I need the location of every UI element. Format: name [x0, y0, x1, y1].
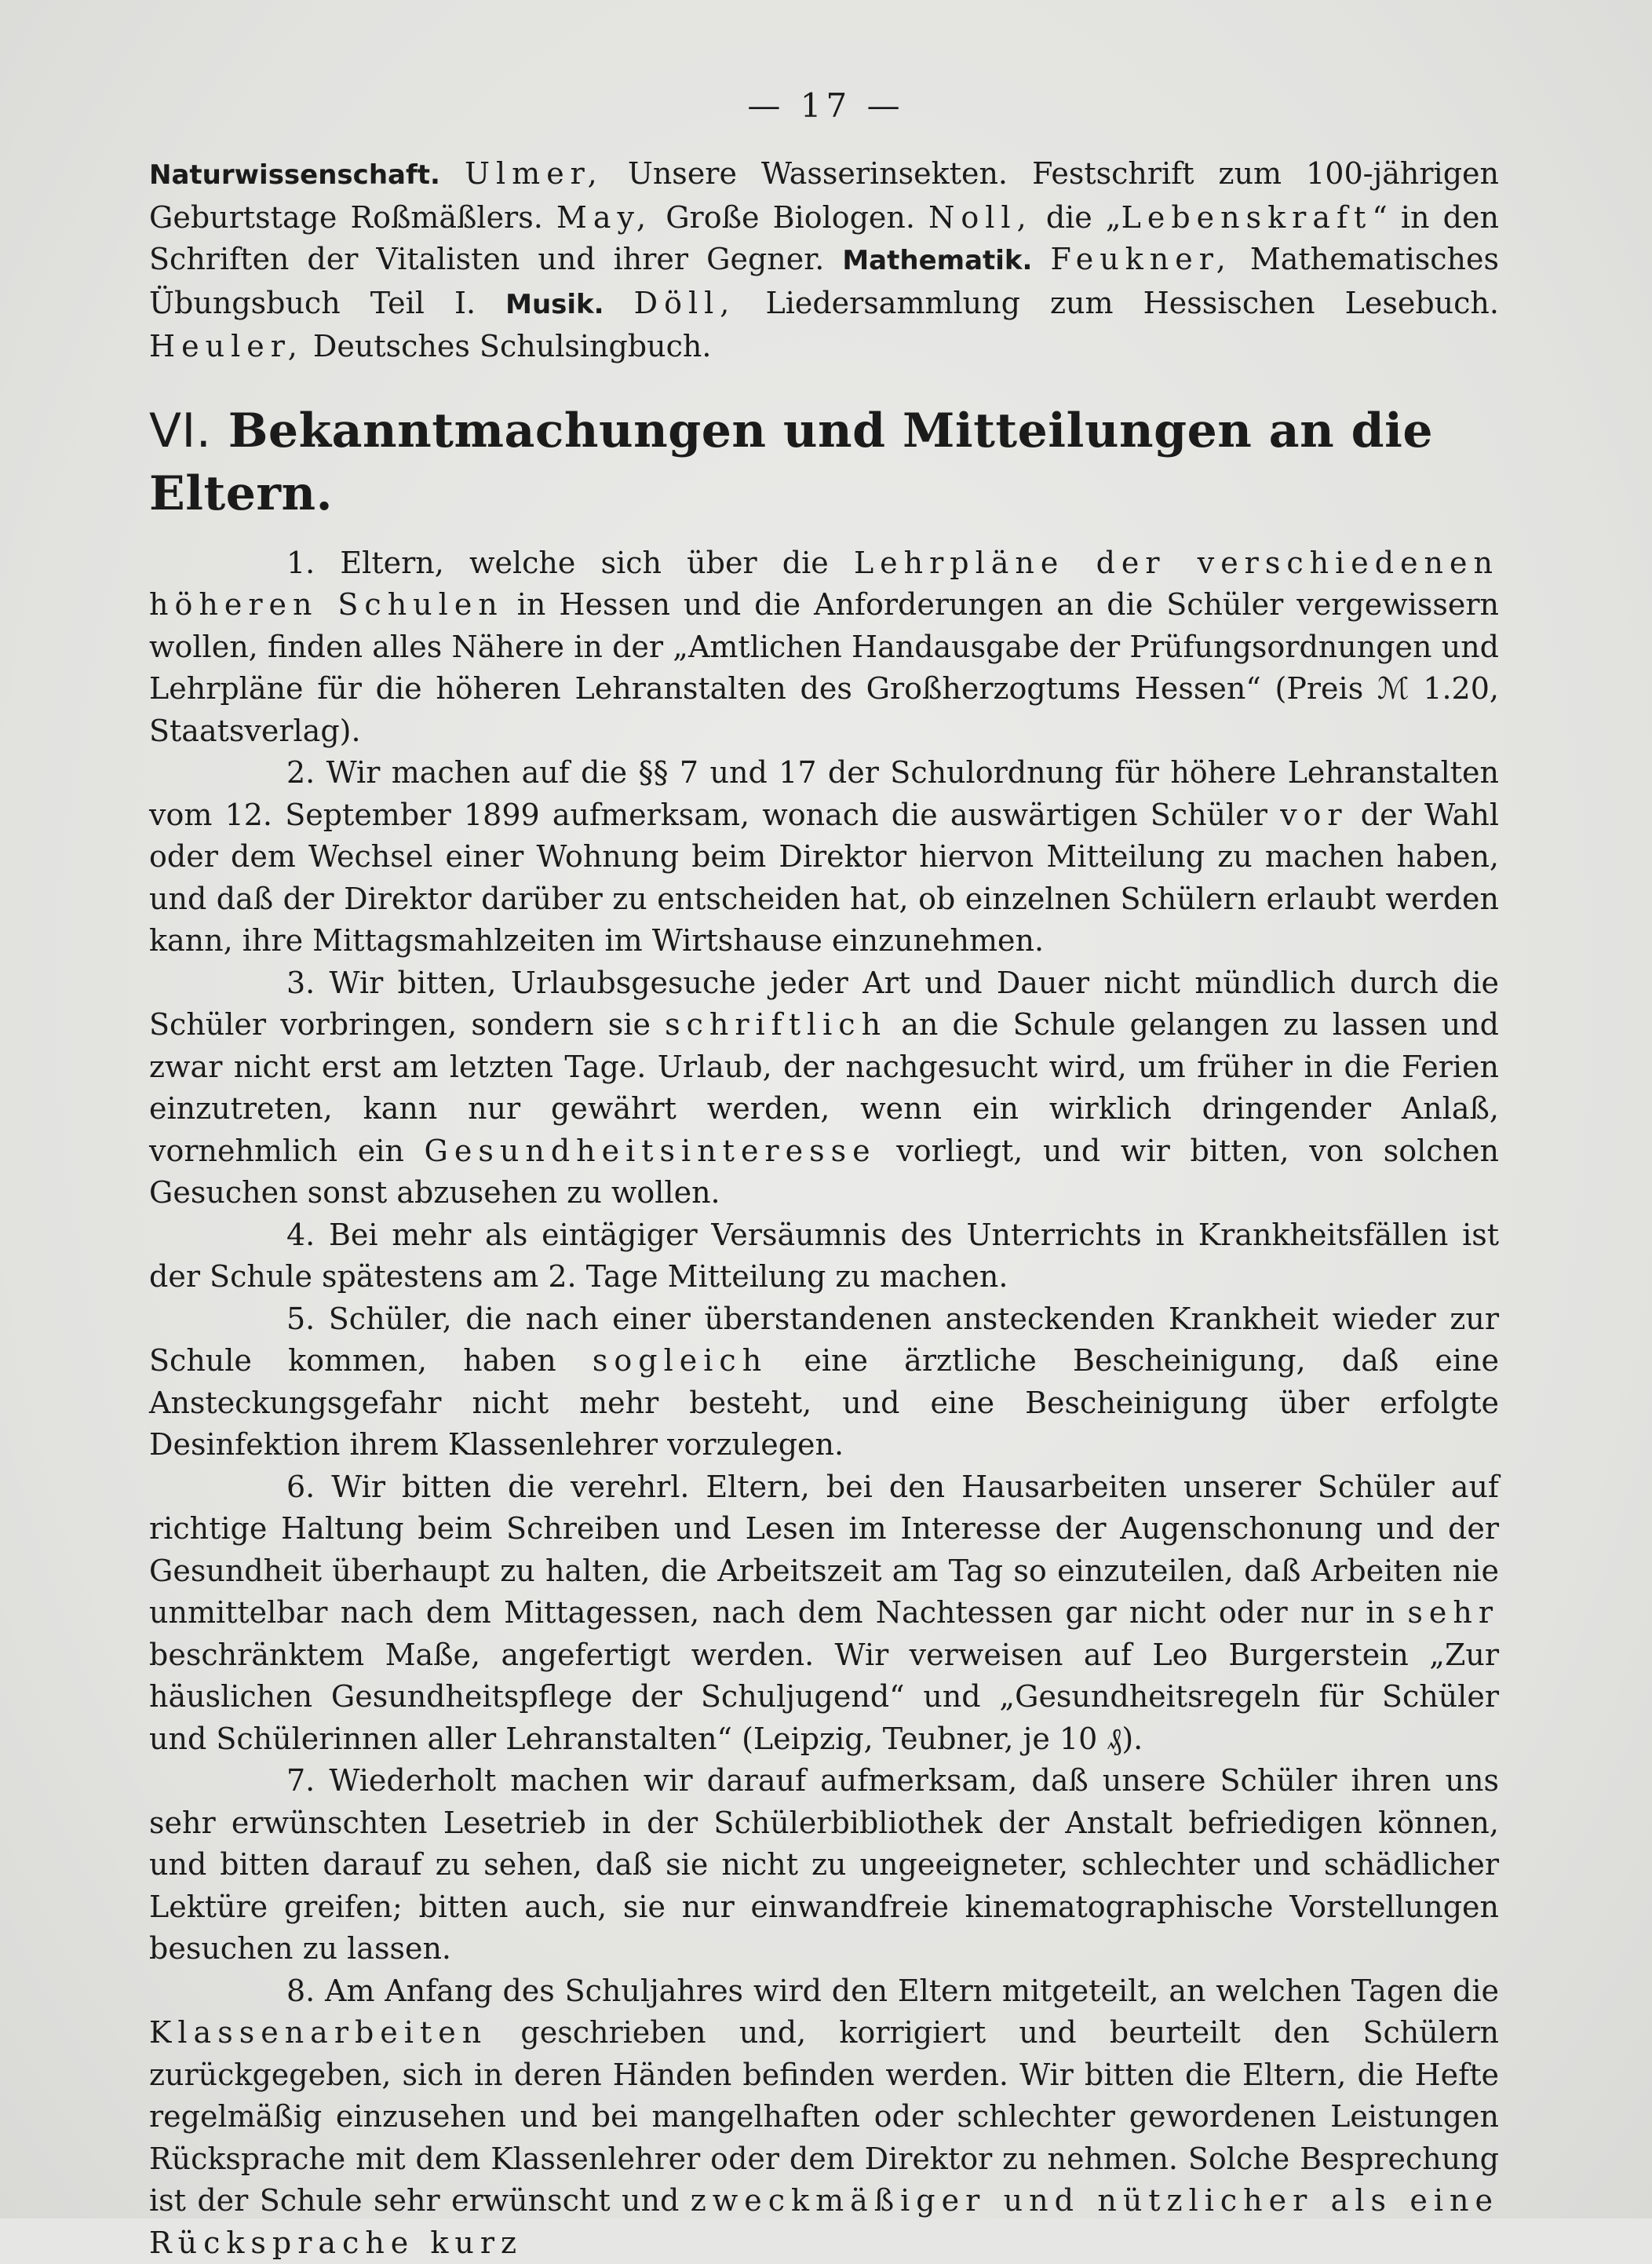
p2-emphasis: vor	[1280, 798, 1348, 832]
p1-text-c: in Hessen und die Anforderungen an die Schüler vergewissern wollen, finden alles Nähere in der „Amtlichen Handausgabe der Prüfungsordnungen und Lehrpläne für die höheren Lehranstalten des Großherzogtums Hessen“ (Preis ℳ 1.20, Staatsverlag).	[149, 587, 1499, 748]
p4-text: 4. Bei mehr als eintägiger Versäumnis des Unterrichts in Krankheitsfällen ist der Schule spätestens am 2. Tage Mitteilung zu machen.	[149, 1218, 1499, 1294]
text-column	[149, 153, 1499, 2264]
title-festschrift: Festschrift zum 100-jährigen Geburtstage Roßmäßlers.	[149, 156, 1499, 235]
paragraph-4	[149, 1214, 1499, 1298]
section-number: VI.	[149, 404, 211, 458]
p1-text-a: 1. Eltern, welche sich über die	[286, 546, 854, 580]
paragraph-3	[149, 962, 1499, 1214]
p2-text-a: 2. Wir machen auf die §§ 7 und 17 der Schulordnung für höhere Lehranstalten vom 12. September 1899 aufmerksam, wonach die auswärtigen Schüler	[149, 755, 1499, 832]
subject-musik: Musik.	[505, 289, 604, 320]
title-noll-post: “ in den Schriften der Vitalisten und ihrer Gegner.	[149, 200, 1499, 277]
p3-text-e: vorliegt, und wir bitten, von solchen Gesuchen sonst abzusehen zu wollen.	[149, 1134, 1499, 1211]
p3-emphasis-1: schriftlich	[665, 1007, 887, 1042]
author-may: May,	[556, 200, 652, 235]
title-feukner: Mathematisches Übungsbuch Teil I.	[149, 242, 1499, 320]
p1-emphasis: Lehrpläne der verschiedenen höheren Schulen	[149, 546, 1499, 623]
p3-text-c: an die Schule gelangen zu lassen und zwar nicht erst am letzten Tage. Urlaub, der nachgesucht wird, um früher in die Ferien einzutreten, kann nur gewährt werden, wenn ein wirklich dringender Anlaß, vornehmlich ein	[149, 1007, 1499, 1168]
title-may: Große Biologen.	[666, 200, 915, 235]
subject-naturwissenschaft: Naturwissenschaft.	[149, 159, 440, 191]
p6-text-c: beschränktem Maße, angefertigt werden. Wir verweisen auf Leo Burgerstein „Zur häuslichen Gesundheitspflege der Schuljugend“ und „Gesundheitsregeln für Schüler und Schülerinnen aller Lehranstalten“ (Leipzig, Teubner, je 10 ₰).	[149, 1638, 1499, 1756]
paragraph-2	[149, 752, 1499, 962]
paragraph-7	[149, 1760, 1499, 1970]
paragraph-5	[149, 1298, 1499, 1466]
p3-emphasis-2: Gesundheitsinteresse	[425, 1134, 877, 1168]
author-doell: Döll,	[634, 286, 736, 320]
section-heading	[149, 400, 1499, 525]
p5-emphasis: sogleich	[593, 1343, 768, 1378]
p7-text: 7. Wiederholt machen wir darauf aufmerksam, daß unsere Schüler ihren uns sehr erwünschten Lesetrieb in der Schülerbibliothek der Anstalt befriedigen können, und bitten darauf zu sehen, daß sie nicht zu ungeeigneter, schlechter und schädlicher Lektüre greifen; bitten auch, sie nur einwandfreie kinematographische Vorstellungen besuchen zu lassen.	[149, 1763, 1499, 1966]
section-title: Bekanntmachungen und Mitteilungen an die Eltern.	[149, 404, 1433, 521]
paragraph-6	[149, 1466, 1499, 1761]
p6-text-a: 6. Wir bitten die verehrl. Eltern, bei den Hausarbeiten unserer Schüler auf richtige Haltung beim Schreiben und Lesen im Interesse der Augenschonung und der Gesundheit überhaupt zu halten, die Arbeitszeit am Tag so einzuteilen, daß Arbeiten nie unmittelbar nach dem Mittagessen, nach dem Nachtessen gar nicht oder nur in	[149, 1470, 1499, 1630]
title-noll-spaced: Lebenskraft	[1121, 200, 1373, 235]
paragraph-1	[149, 542, 1499, 753]
author-ulmer: Ulmer,	[465, 156, 604, 191]
p2-text-c: der Wahl oder dem Wechsel einer Wohnung beim Direktor hiervon Mitteilung zu machen haben, und daß der Direktor darüber zu entscheiden hat, ob einzelnen Schülern erlaubt werden kann, ihre Mittagsmahlzeiten im Wirtshause einzunehmen.	[149, 798, 1499, 959]
p8-emphasis-1: Klassenarbeiten	[149, 2015, 487, 2050]
author-noll: Noll,	[928, 200, 1033, 235]
book-list-paragraph	[149, 153, 1499, 368]
paragraph-8	[149, 1970, 1499, 2264]
title-heuler: Deutsches Schulsingbuch.	[313, 329, 712, 363]
p5-text-c: eine ärztliche Bescheinigung, daß eine Ansteckungsgefahr nicht mehr besteht, und eine Bescheinigung über erfolgte Desinfektion ihrem Klassenlehrer vorzulegen.	[149, 1343, 1499, 1462]
p8-text-a: 8. Am Anfang des Schuljahres wird den Eltern mitgeteilt, an welchen Tagen die	[286, 1974, 1499, 2008]
subject-mathematik: Mathematik.	[842, 245, 1032, 276]
p6-emphasis: sehr	[1407, 1595, 1499, 1630]
p5-text-a: 5. Schüler, die nach einer überstandenen ansteckenden Krankheit wieder zur Schule kommen, haben	[149, 1302, 1499, 1378]
title-doell: Liedersammlung zum Hessischen Lesebuch.	[765, 286, 1499, 320]
author-feukner: Feukner,	[1050, 242, 1231, 276]
page-number: — 17 —	[0, 86, 1652, 125]
title-ulmer: Unsere Wasserinsekten.	[628, 156, 1008, 191]
p8-emphasis-2: zweckmäßiger und nützlicher als eine Rücksprache kurz	[149, 2183, 1499, 2260]
title-noll-pre: die „	[1046, 200, 1121, 235]
p3-text-a: 3. Wir bitten, Urlaubsgesuche jeder Art und Dauer nicht mündlich durch die Schüler vorbringen, sondern sie	[149, 966, 1499, 1043]
p8-text-c: geschrieben und, korrigiert und beurteilt den Schülern zurückgegeben, sich in deren Händen befinden werden. Wir bitten die Eltern, die Hefte regelmäßig einzusehen und bei mangelhaften oder schlechter gewordenen Leistungen Rücksprache mit dem Klassenlehrer oder dem Direktor zu nehmen. Solche Besprechung ist der Schule sehr erwünscht und	[149, 2015, 1499, 2218]
author-heuler: Heuler,	[149, 329, 304, 363]
